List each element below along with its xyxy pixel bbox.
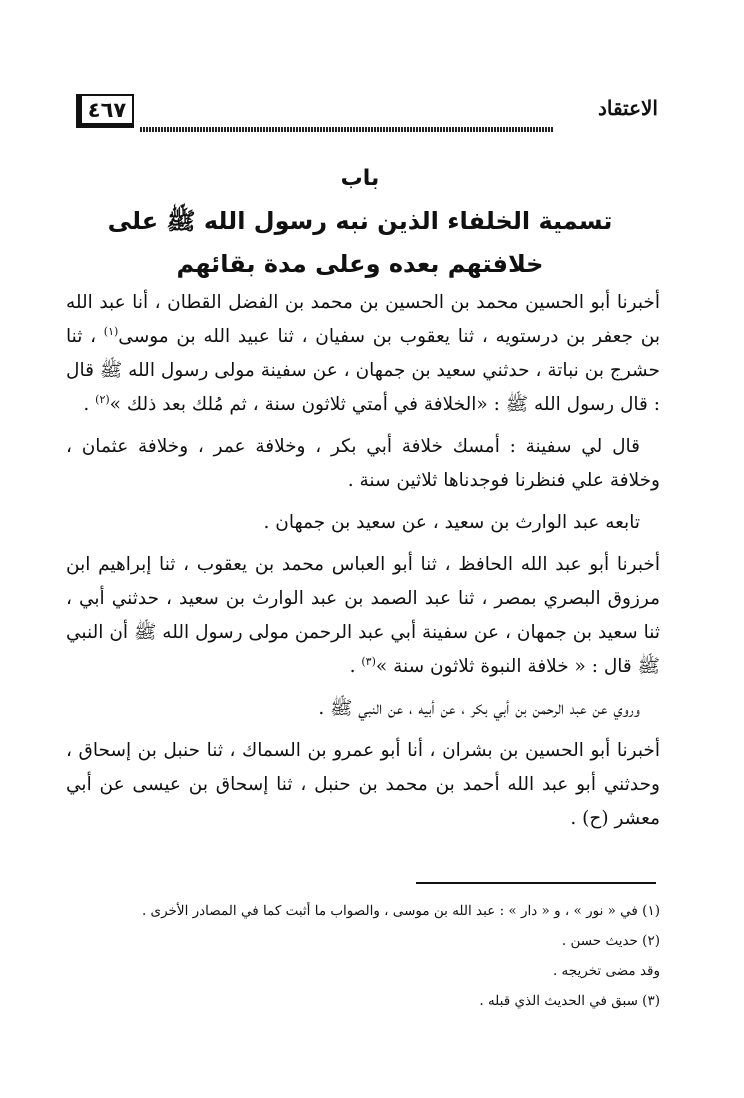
- footnote-ref: (١): [103, 324, 119, 338]
- main-text: [66, 286, 660, 844]
- chapter-title: تسمية الخلفاء الذين نبه رسول الله ﷺ على خلافتهم بعده وعلى مدة بقائهم: [107, 207, 613, 278]
- footnote: (١) في « نور » ، و « دار » : عبد الله بن موسى ، والصواب ما أثبت كما في المصادر الأخرى .: [141, 903, 660, 919]
- footnote: وقد مضى تخريجه .: [552, 963, 660, 979]
- paragraph: تابعه عبد الوارث بن سعيد ، عن سعيد بن جمهان .: [263, 512, 640, 533]
- page-number: ٤٦٧: [76, 94, 134, 128]
- paragraph: [66, 548, 660, 684]
- paragraph-text: أخبرنا أبو عبد الله الحافظ ، ثنا أبو العباس محمد بن يعقوب ، ثنا إبراهيم ابن مرزوق البصري بمصر ، ثنا عبد الصمد بن عبد الوارث بن سعيد ، حدثني أبي ، ثنا سعيد بن جمهان ، عن سفينة أبي عبد الرحمن مولى رسول الله ﷺ أن النبي ﷺ قال : « خلافة النبوة ثلاثون سنة »: [66, 554, 660, 677]
- paragraph: وروي عن عبد الرحمن بن أبي بكر ، عن أبيه ، عن النبي ﷺ .: [318, 698, 640, 719]
- footnote-ref: (٣): [361, 654, 376, 668]
- paragraph-text: .: [83, 394, 96, 415]
- paragraph: [66, 286, 660, 422]
- paragraph-text: ، ثنا حشرج بن نباتة ، حدثني سعيد بن جمهان ، عن سفينة مولى رسول الله ﷺ قال : قال رسول الله ﷺ : «الخلافة في أمتي ثلاثون سنة ، ثم مُلك بعد ذلك »: [66, 326, 660, 415]
- footnote-separator: [416, 882, 656, 884]
- footnote-ref: (٢): [95, 392, 110, 406]
- paragraph-text: أخبرنا أبو الحسين محمد بن الحسين بن محمد بن الفضل القطان ، أنا عبد الله بن جعفر بن درستويه ، ثنا يعقوب بن سفيان ، ثنا عبيد الله بن موسى: [66, 292, 660, 347]
- chapter-label: باب: [340, 166, 380, 191]
- footnote: (٢) حديث حسن .: [561, 933, 660, 949]
- paragraph: أخبرنا أبو الحسين بن بشران ، أنا أبو عمرو بن السماك ، ثنا حنبل بن إسحاق ، وحدثني أبو عبد الله أحمد بن محمد بن حنبل ، ثنا إسحاق بن عيسى عن أبي معشر (ح) .: [66, 740, 660, 829]
- paragraph-text: .: [349, 656, 362, 677]
- footnote: (٣) سبق في الحديث الذي قبله .: [479, 993, 660, 1009]
- paragraph: قال لي سفينة : أمسك خلافة أبي بكر ، وخلافة عمر ، وخلافة عثمان ، وخلافة علي فنظرنا فوجدناها ثلاثين سنة .: [66, 436, 660, 491]
- header-rule: [140, 127, 554, 132]
- footnotes: [70, 896, 660, 1016]
- running-title: الاعتقاد: [597, 96, 658, 120]
